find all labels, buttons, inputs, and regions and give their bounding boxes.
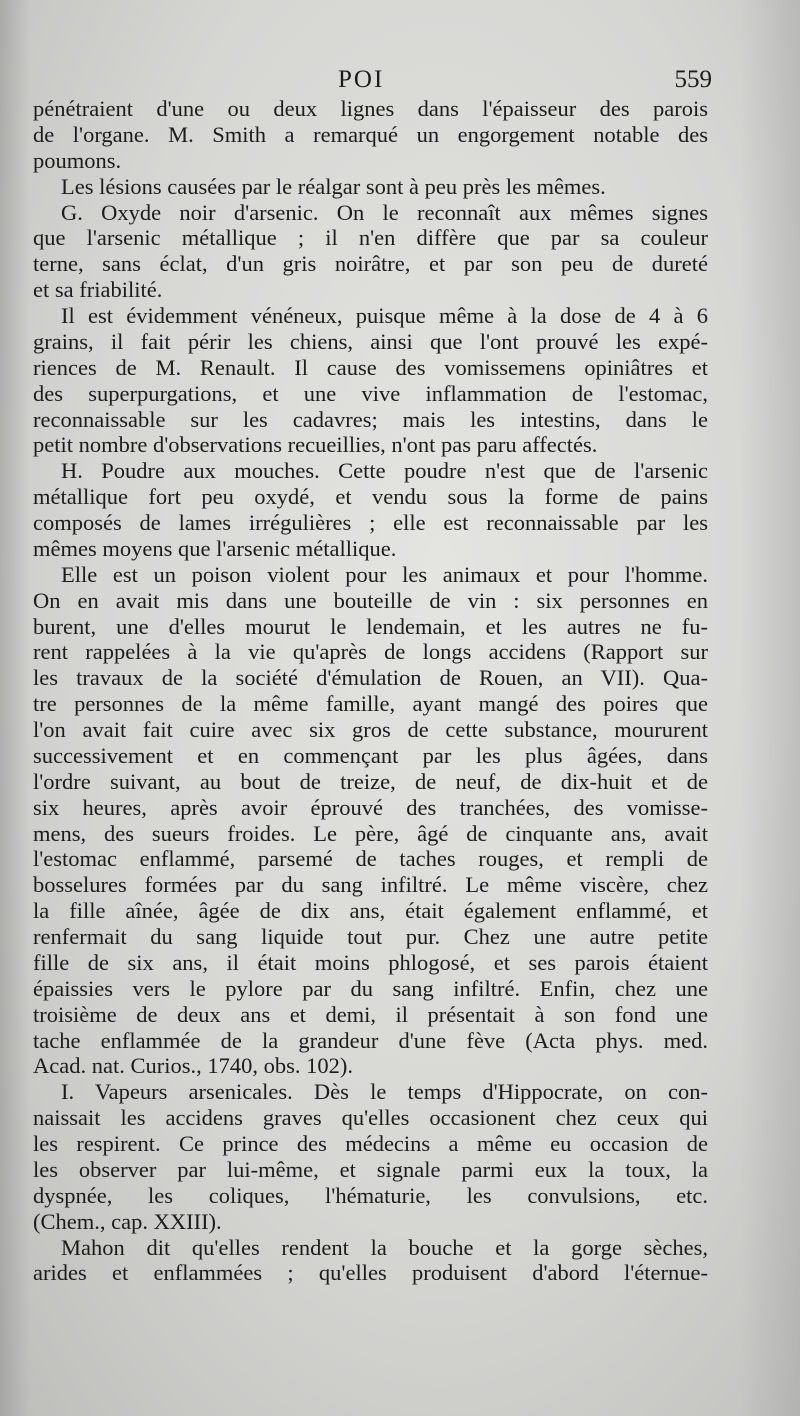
text-line: burent, une d'elles mourut le lendemain, et les autres ne fu- xyxy=(33,613,708,639)
text-line: métallique fort peu oxydé, et vendu sous la forme de pains xyxy=(33,484,708,510)
text-line: tache enflammée de la grandeur d'une fève (Acta phys. med. xyxy=(33,1027,708,1053)
page-header xyxy=(0,66,800,100)
text-line: rent rappelées à la vie qu'après de longs accidens (Rapport sur xyxy=(33,639,708,665)
text-line: successivement et en commençant par les plus âgées, dans xyxy=(33,742,708,768)
text-line: Mahon dit qu'elles rendent la bouche et la gorge sèches, xyxy=(61,1234,708,1260)
text-line: les travaux de la société d'émulation de Rouen, an VII). Qua- xyxy=(33,665,708,691)
text-line: mêmes moyens que l'arsenic métallique. xyxy=(33,535,397,561)
text-line: de l'organe. M. Smith a remarqué un engorgement notable des xyxy=(33,121,708,147)
text-line: renfermait du sang liquide tout pur. Chez une autre petite xyxy=(33,924,708,949)
text-line: I. Vapeurs arsenicales. Dès le temps d'Hippocrate, on con- xyxy=(61,1079,708,1105)
text-line: les observer par lui-même, et signale parmi eux la toux, la xyxy=(33,1156,708,1182)
text-line: (Chem., cap. XXIII). xyxy=(33,1208,222,1234)
text-line: G. Oxyde noir d'arsenic. On le reconnaît aux mêmes signes xyxy=(61,199,708,225)
text-line: arides et enflammées ; qu'elles produisent d'abord l'éternue- xyxy=(33,1260,708,1286)
text-line: l'ordre suivant, au bout de treize, de neuf, de dix-huit et de xyxy=(33,768,708,794)
page-shadow-right xyxy=(740,0,800,1416)
text-line: mens, des sueurs froides. Le père, âgé de cinquante ans, avait xyxy=(33,820,708,846)
running-head: POI xyxy=(338,66,385,93)
text-line: épaissies vers le pylore par du sang infiltré. Enfin, chez une xyxy=(33,975,708,1001)
text-line: dyspnée, les coliques, l'hématurie, les convulsions, etc. xyxy=(33,1182,708,1208)
page-number: 559 xyxy=(674,66,712,93)
text-line: que l'arsenic métallique ; il n'en diffère que par sa couleur xyxy=(33,225,708,251)
text-line: tre personnes de la même famille, ayant mangé des poires que xyxy=(33,691,708,717)
text-line: On en avait mis dans une bouteille de vin : six personnes en xyxy=(33,587,708,613)
text-line: petit nombre d'observations recueillies, n'ont pas paru affectés. xyxy=(33,432,598,458)
text-line: l'estomac enflammé, parsemé de taches rouges, et rempli de xyxy=(33,846,708,872)
text-line: fille de six ans, il était moins phlogosé, et ses parois étaient xyxy=(33,949,708,975)
text-line: les respirent. Ce prince des médecins a même eu occasion de xyxy=(33,1131,708,1156)
text-line: six heures, après avoir éprouvé des tranchées, des vomisse- xyxy=(33,794,708,820)
text-line: bosselures formées par du sang infiltré. Le même viscère, chez xyxy=(33,872,708,898)
text-line: la fille aînée, âgée de dix ans, était également enflammé, et xyxy=(33,898,708,924)
text-line: Il est évidemment vénéneux, puisque même à la dose de 4 à 6 xyxy=(61,303,708,328)
text-line: terne, sans éclat, d'un gris noirâtre, et par son peu de dureté xyxy=(33,251,708,277)
text-line: grains, il fait périr les chiens, ainsi que l'ont prouvé les expé- xyxy=(33,328,708,354)
text-line: naissait les accidens graves qu'elles occasionent chez ceux qui xyxy=(33,1105,708,1131)
text-line: H. Poudre aux mouches. Cette poudre n'est que de l'arsenic xyxy=(61,458,708,484)
text-line: des superpurgations, et une vive inflammation de l'estomac, xyxy=(33,380,708,406)
text-line: Acad. nat. Curios., 1740, obs. 102). xyxy=(33,1053,353,1079)
page-shadow-left xyxy=(0,0,30,1416)
text-line: poumons. xyxy=(33,147,122,173)
text-line: et sa friabilité. xyxy=(33,277,163,303)
text-line: l'on avait fait cuire avec six gros de cette substance, moururent xyxy=(33,717,708,742)
text-line: riences de M. Renault. Il cause des vomissemens opiniâtres et xyxy=(33,354,708,380)
text-line: reconnaissable sur les cadavres; mais les intestins, dans le xyxy=(33,406,708,432)
text-line: troisième de deux ans et demi, il présentait à son fond une xyxy=(33,1001,708,1027)
text-line: Les lésions causées par le réalgar sont à peu près les mêmes. xyxy=(61,173,606,199)
body-text xyxy=(33,96,708,1286)
text-line: pénétraient d'une ou deux lignes dans l'épaisseur des parois xyxy=(33,96,708,121)
text-line: composés de lames irrégulières ; elle est reconnaissable par les xyxy=(33,510,708,535)
text-line: Elle est un poison violent pour les animaux et pour l'homme. xyxy=(61,561,708,587)
